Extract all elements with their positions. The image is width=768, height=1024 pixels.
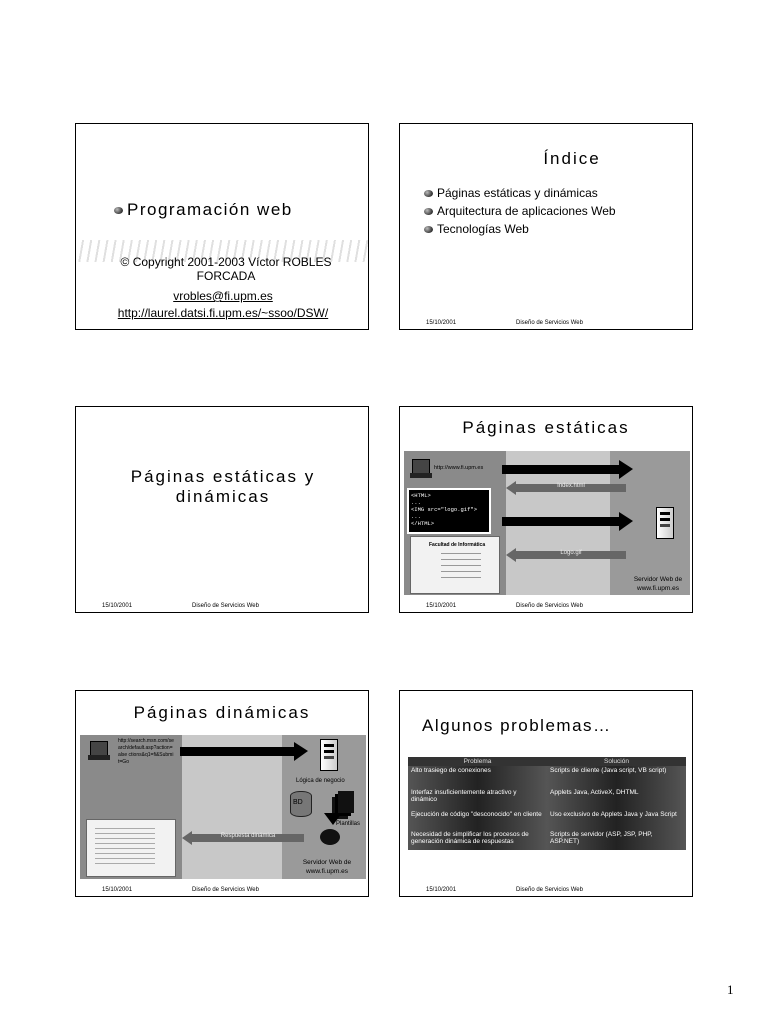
column-header: Solución — [547, 757, 686, 766]
url-link[interactable]: http://laurel.datsi.fi.upm.es/~ssoo/DSW/ — [117, 306, 329, 320]
solution-cell: Uso exclusivo de Applets Java y Java Script — [547, 810, 686, 830]
bullet-icon — [424, 190, 433, 197]
solution-cell: Applets Java, ActiveX, DHTML — [547, 788, 686, 810]
slide-title: Páginas estáticas — [462, 418, 630, 437]
server-label: Servidor Web de www.fi.upm.es — [302, 859, 352, 875]
bullet-icon — [424, 226, 433, 233]
footer-date: 15/10/2001 — [426, 320, 457, 326]
server-label: Servidor Web de www.fi.upm.es — [633, 576, 683, 592]
dynamic-diagram — [80, 735, 366, 879]
list-item: Arquitectura de aplicaciones Web — [424, 202, 616, 220]
copyright: © Copyright 2001-2003 Víctor ROBLES FORCADA — [120, 255, 332, 283]
list-item: Páginas estáticas y dinámicas — [424, 184, 616, 202]
server-icon — [656, 507, 674, 539]
footer-date: 15/10/2001 — [426, 887, 457, 893]
request-arrow-logo — [502, 517, 619, 526]
slide-title-page — [75, 123, 369, 330]
footer-course: Diseño de Servicios Web — [192, 887, 259, 893]
slide-title: Índice — [543, 149, 601, 168]
problems-table — [408, 757, 686, 850]
table-row — [408, 788, 686, 810]
slide-index — [399, 123, 693, 330]
browser-page-content — [441, 553, 481, 583]
request-arrow — [180, 747, 294, 756]
db-label: BD — [293, 799, 303, 806]
response-arrow-logo: Logo.gif — [516, 551, 626, 559]
list-item: Tecnologías Web — [424, 220, 616, 238]
templates-icon — [338, 791, 354, 813]
footer-date: 15/10/2001 — [102, 887, 133, 893]
table-row — [408, 830, 686, 850]
request-arrow — [502, 465, 619, 474]
request-url: http://search.msn.com/search/default.asp?action=alse ctions&q1=fi&Submit=Go — [118, 738, 174, 765]
slide-section — [75, 406, 369, 613]
footer-course: Diseño de Servicios Web — [516, 603, 583, 609]
problem-cell: Necesidad de simplificar los procesos de generación dinámica de respuestas — [408, 830, 547, 850]
server-icon — [320, 739, 338, 771]
solution-cell: Scripts de servidor (ASP, JSP, PHP, ASP.NET) — [547, 830, 686, 850]
table-row — [408, 766, 686, 788]
browser-page-content — [95, 828, 155, 868]
slide-title: Páginas dinámicas — [133, 703, 311, 722]
email-link[interactable]: vrobles@fi.upm.es — [173, 289, 273, 303]
browser-screenshot — [410, 536, 500, 594]
footer-date: 15/10/2001 — [102, 603, 133, 609]
page-number: 1 — [727, 982, 734, 997]
footer-course: Diseño de Servicios Web — [516, 887, 583, 893]
static-diagram — [404, 451, 690, 595]
response-arrow-index: Index.html — [516, 484, 626, 492]
slide-title: Páginas estáticas y dinámicas — [130, 467, 316, 506]
slide-title: Algunos problemas… — [422, 716, 612, 735]
footer-course: Diseño de Servicios Web — [516, 320, 583, 326]
solution-cell: Scripts de cliente (Java script, VB script) — [547, 766, 686, 788]
bullet-icon — [114, 207, 123, 214]
problem-cell: Interfaz insuficientemente atractivo y dinámico — [408, 788, 547, 810]
slide-problems — [399, 690, 693, 897]
problem-cell: Ejecución de código "desconocido" en cliente — [408, 810, 547, 830]
request-url: http://www.fi.upm.es — [434, 465, 484, 471]
problem-cell: Alto trasiego de conexiones — [408, 766, 547, 788]
table-header-row — [408, 757, 686, 766]
result-circle — [320, 829, 340, 845]
slide-static-pages — [399, 406, 693, 613]
table-row — [408, 810, 686, 830]
footer-course: Diseño de Servicios Web — [192, 603, 259, 609]
footer-date: 15/10/2001 — [426, 603, 457, 609]
merge-arrow — [324, 813, 342, 825]
bullet-icon — [424, 208, 433, 215]
dynamic-response-arrow: Respuesta dinámica — [192, 834, 304, 842]
html-code-box: <HTML> ... <IMG src="logo.gif"> ... </HTML> — [407, 488, 491, 534]
slide-title: Programación web — [114, 200, 293, 220]
templates-label: Plantillas — [336, 821, 361, 827]
index-list — [424, 184, 616, 238]
computer-icon — [90, 741, 108, 756]
computer-icon — [412, 459, 430, 474]
browser-screenshot — [86, 819, 176, 877]
browser-page-title: Facultad de Informática — [429, 542, 486, 548]
column-header: Problema — [408, 757, 547, 766]
business-logic-label: Lógica de negocio — [296, 778, 345, 784]
middle-panel — [182, 735, 282, 879]
slide-dynamic-pages — [75, 690, 369, 897]
